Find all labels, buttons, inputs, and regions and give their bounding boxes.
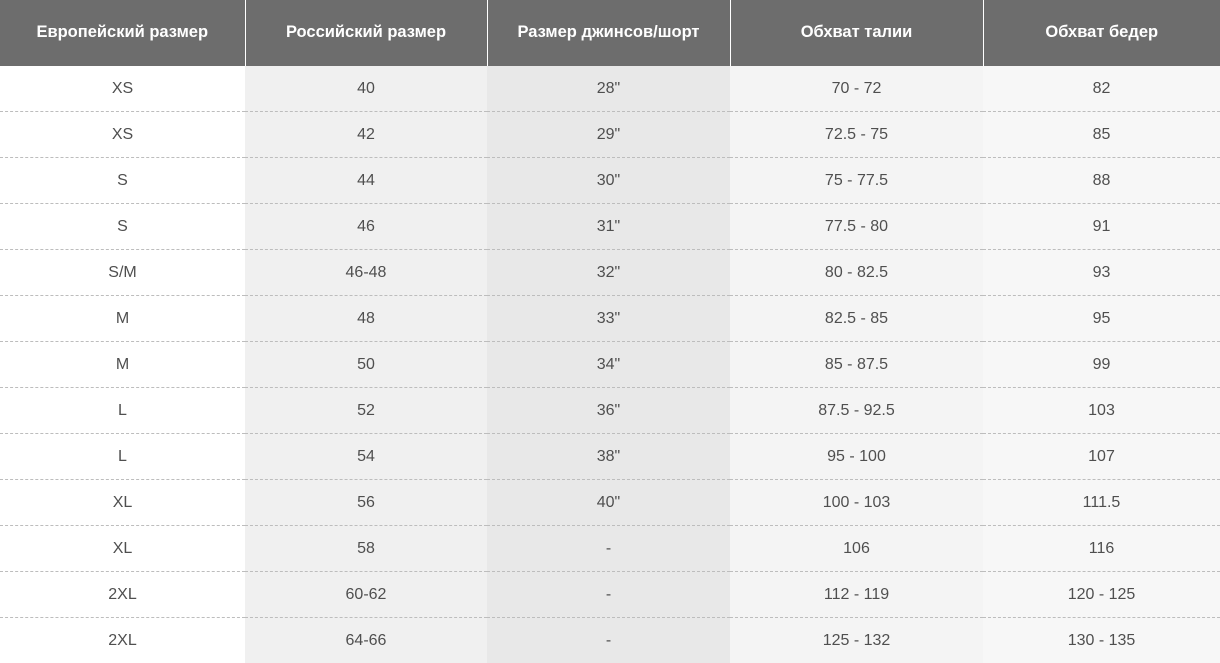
- table-cell: 40: [245, 66, 487, 112]
- table-cell: 31": [487, 204, 730, 250]
- table-cell: 111.5: [983, 480, 1220, 526]
- table-cell: 54: [245, 434, 487, 480]
- column-header-european-size: Европейский размер: [0, 0, 245, 66]
- table-cell: 28": [487, 66, 730, 112]
- table-row: [0, 388, 1220, 434]
- column-header-hips: Обхват бедер: [983, 0, 1220, 66]
- table-cell: 2XL: [0, 618, 245, 663]
- table-cell: 38": [487, 434, 730, 480]
- table-cell: 2XL: [0, 572, 245, 618]
- table-row: [0, 342, 1220, 388]
- table-header: [0, 0, 1220, 66]
- table-row: [0, 526, 1220, 572]
- table-cell: 58: [245, 526, 487, 572]
- table-cell: S: [0, 158, 245, 204]
- column-header-jeans-shorts-size: Размер джинсов/шорт: [487, 0, 730, 66]
- table-cell: 77.5 - 80: [730, 204, 983, 250]
- table-cell: 85: [983, 112, 1220, 158]
- table-row: [0, 296, 1220, 342]
- table-cell: 42: [245, 112, 487, 158]
- table-cell: 85 - 87.5: [730, 342, 983, 388]
- table-cell: M: [0, 342, 245, 388]
- table-cell: XL: [0, 526, 245, 572]
- table-row: [0, 572, 1220, 618]
- table-cell: 99: [983, 342, 1220, 388]
- table-row: [0, 66, 1220, 112]
- table-cell: 34": [487, 342, 730, 388]
- table-cell: 46: [245, 204, 487, 250]
- table-cell: 36": [487, 388, 730, 434]
- table-row: [0, 204, 1220, 250]
- table-cell: 82: [983, 66, 1220, 112]
- table-cell: 95: [983, 296, 1220, 342]
- table-cell: 116: [983, 526, 1220, 572]
- table-cell: 100 - 103: [730, 480, 983, 526]
- table-body: [0, 66, 1220, 663]
- table-cell: 30": [487, 158, 730, 204]
- table-cell: 64-66: [245, 618, 487, 663]
- table-cell: 46-48: [245, 250, 487, 296]
- table-cell: L: [0, 388, 245, 434]
- table-row: [0, 434, 1220, 480]
- table-cell: 56: [245, 480, 487, 526]
- table-cell: 91: [983, 204, 1220, 250]
- table-cell: -: [487, 526, 730, 572]
- table-cell: 52: [245, 388, 487, 434]
- table-cell: 120 - 125: [983, 572, 1220, 618]
- table-cell: S: [0, 204, 245, 250]
- table-cell: 70 - 72: [730, 66, 983, 112]
- table-cell: 93: [983, 250, 1220, 296]
- table-cell: 75 - 77.5: [730, 158, 983, 204]
- table-cell: -: [487, 618, 730, 663]
- table-cell: 125 - 132: [730, 618, 983, 663]
- table-cell: XL: [0, 480, 245, 526]
- table-row: [0, 112, 1220, 158]
- table-cell: XS: [0, 112, 245, 158]
- table-row: [0, 480, 1220, 526]
- table-cell: 107: [983, 434, 1220, 480]
- table-cell: 50: [245, 342, 487, 388]
- table-row: [0, 618, 1220, 663]
- header-row: [0, 0, 1220, 66]
- table-cell: 33": [487, 296, 730, 342]
- table-cell: 88: [983, 158, 1220, 204]
- table-cell: 82.5 - 85: [730, 296, 983, 342]
- table-cell: 130 - 135: [983, 618, 1220, 663]
- table-cell: S/M: [0, 250, 245, 296]
- table-cell: 60-62: [245, 572, 487, 618]
- table-row: [0, 158, 1220, 204]
- table-cell: 103: [983, 388, 1220, 434]
- column-header-russian-size: Российский размер: [245, 0, 487, 66]
- table-cell: 29": [487, 112, 730, 158]
- table-cell: 40": [487, 480, 730, 526]
- table-cell: 106: [730, 526, 983, 572]
- table-cell: 44: [245, 158, 487, 204]
- table-cell: 112 - 119: [730, 572, 983, 618]
- table-row: [0, 250, 1220, 296]
- table-cell: 80 - 82.5: [730, 250, 983, 296]
- table-cell: M: [0, 296, 245, 342]
- table-cell: 72.5 - 75: [730, 112, 983, 158]
- table-cell: 95 - 100: [730, 434, 983, 480]
- table-cell: L: [0, 434, 245, 480]
- table-cell: 87.5 - 92.5: [730, 388, 983, 434]
- table-cell: -: [487, 572, 730, 618]
- table-cell: 48: [245, 296, 487, 342]
- table-cell: 32": [487, 250, 730, 296]
- column-header-waist: Обхват талии: [730, 0, 983, 66]
- table-cell: XS: [0, 66, 245, 112]
